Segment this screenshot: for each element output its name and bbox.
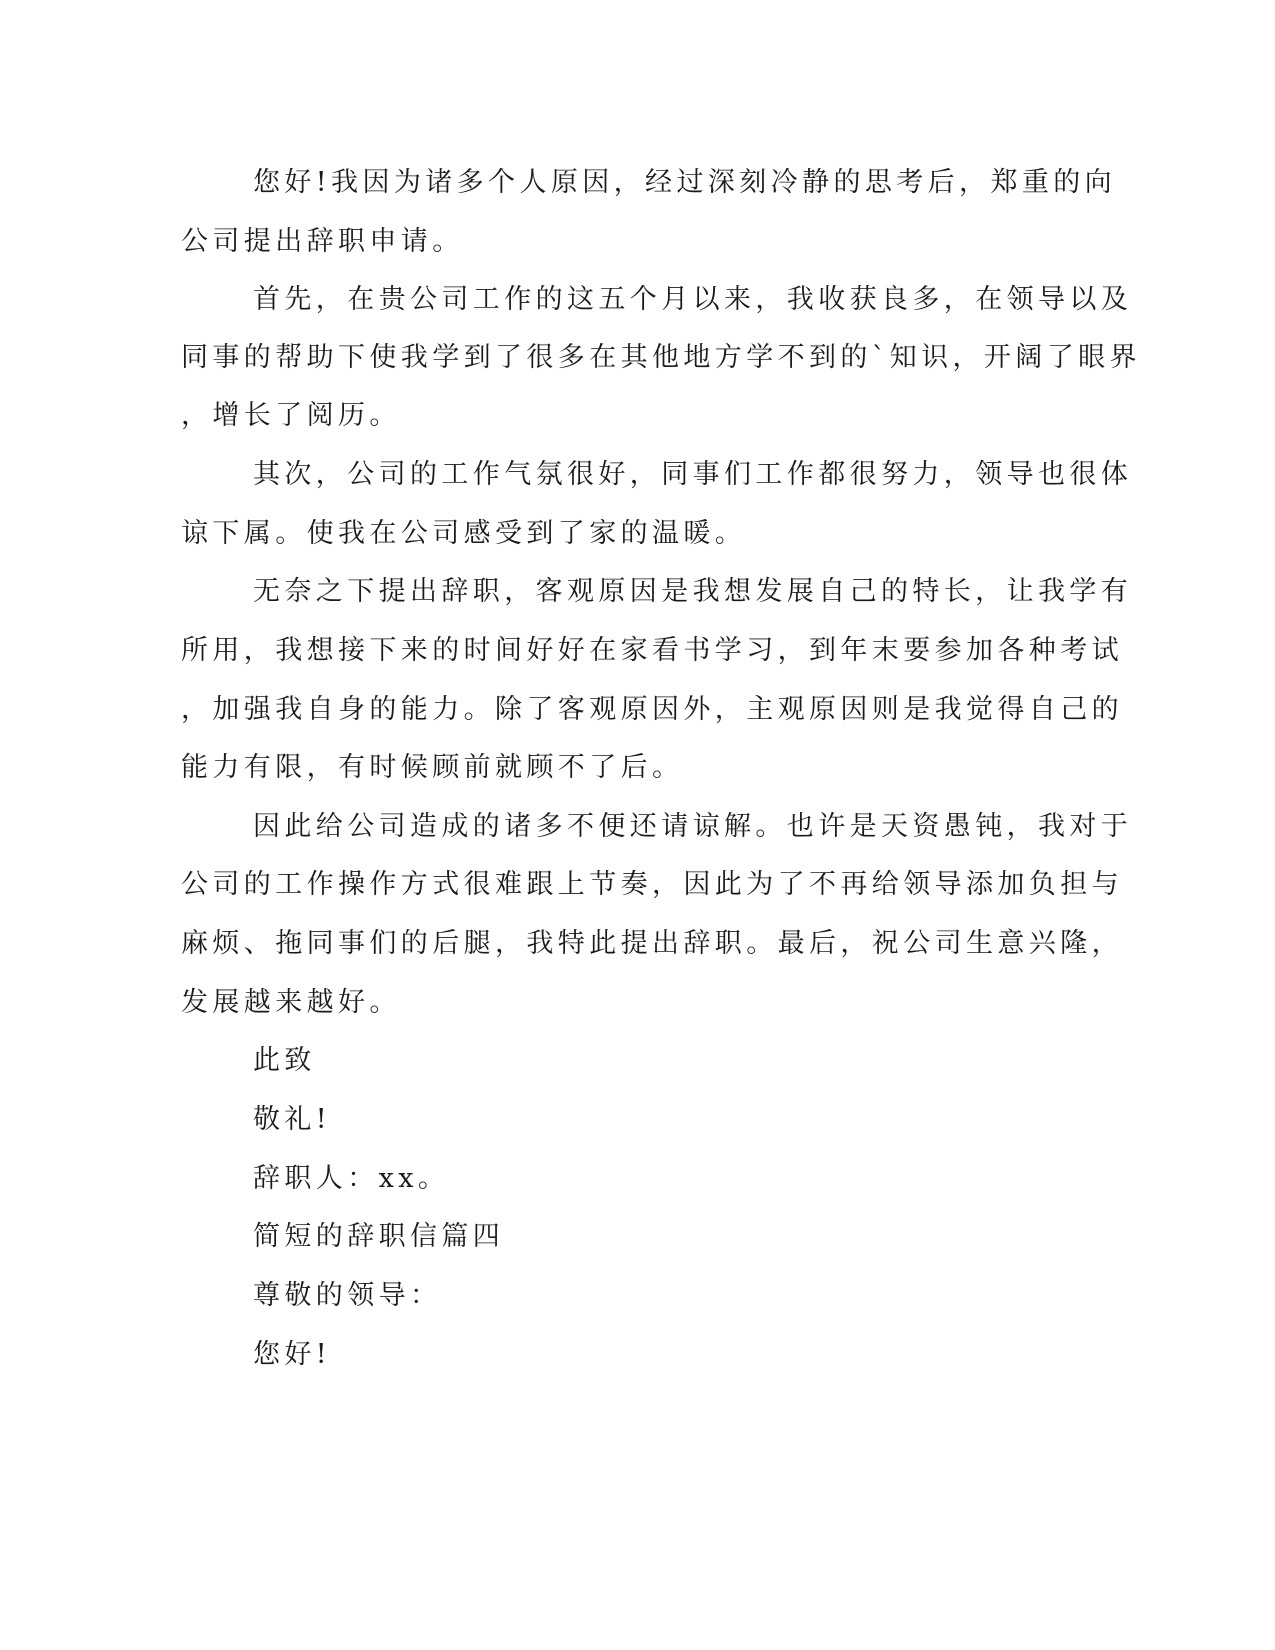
greeting-hello: 您好!: [253, 1339, 332, 1370]
paragraph-2-line-3: ，增长了阅历。: [181, 400, 401, 431]
paragraph-2-line-2: 同事的帮助下使我学到了很多在其他地方学不到的`知识，开阔了眼界: [181, 342, 1141, 373]
paragraph-3-line-1: 其次，公司的工作气氛很好，同事们工作都很努力，领导也很体: [253, 459, 1133, 490]
section-heading: 简短的辞职信篇四: [253, 1221, 505, 1252]
paragraph-4-line-3: ，加强我自身的能力。除了客观原因外，主观原因则是我觉得自己的: [181, 694, 1123, 725]
paragraph-4-line-2: 所用，我想接下来的时间好好在家看书学习，到年末要参加各种考试: [181, 635, 1123, 666]
paragraph-1-line-2: 公司提出辞职申请。: [181, 226, 464, 257]
closing-salutation: 此致: [253, 1045, 316, 1076]
paragraph-4-line-4: 能力有限，有时候顾前就顾不了后。: [181, 752, 684, 783]
greeting-addressee: 尊敬的领导：: [253, 1280, 442, 1311]
signature-line: 辞职人：xx。: [253, 1163, 450, 1194]
paragraph-5-line-4: 发展越来越好。: [181, 987, 401, 1018]
closing-regards: 敬礼!: [253, 1104, 332, 1135]
paragraph-1-line-1: 您好!我因为诸多个人原因，经过深刻冷静的思考后，郑重的向: [253, 167, 1117, 198]
paragraph-5-line-1: 因此给公司造成的诸多不便还请谅解。也许是天资愚钝，我对于: [253, 811, 1133, 842]
paragraph-4-line-1: 无奈之下提出辞职，客观原因是我想发展自己的特长，让我学有: [253, 576, 1133, 607]
paragraph-3-line-2: 谅下属。使我在公司感受到了家的温暖。: [181, 518, 747, 549]
paragraph-2-line-1: 首先，在贵公司工作的这五个月以来，我收获良多，在领导以及: [253, 284, 1133, 315]
paragraph-5-line-3: 麻烦、拖同事们的后腿，我特此提出辞职。最后，祝公司生意兴隆，: [181, 928, 1123, 959]
paragraph-5-line-2: 公司的工作操作方式很难跟上节奏，因此为了不再给领导添加负担与: [181, 869, 1123, 900]
